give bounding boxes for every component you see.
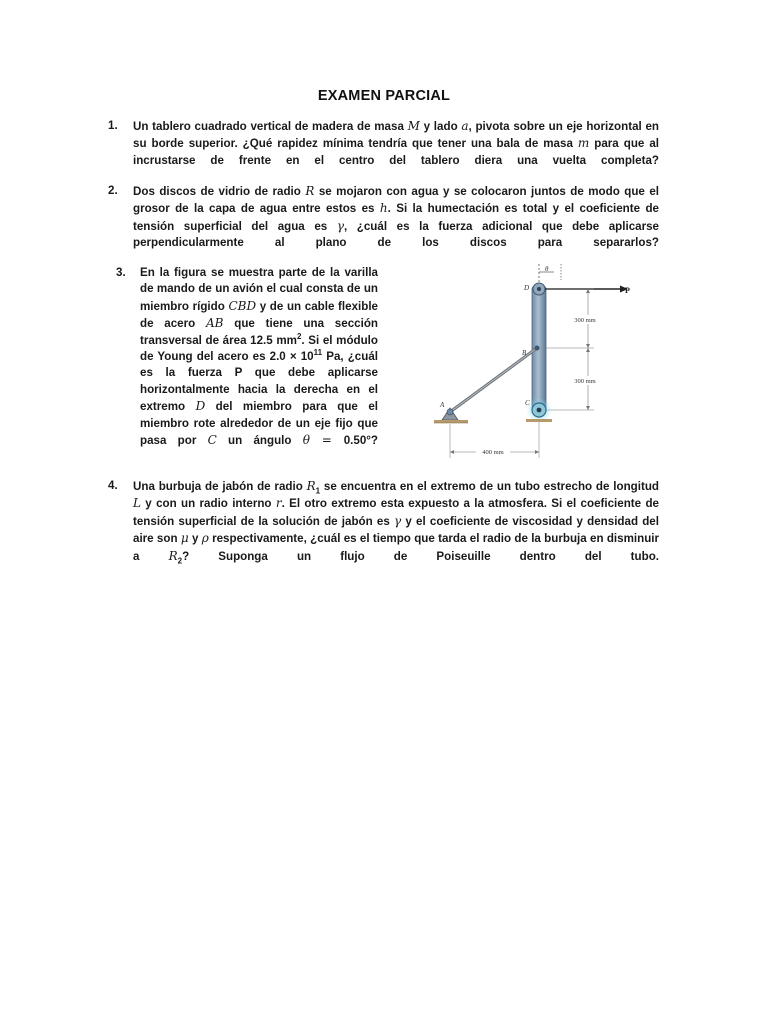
label-theta: θ	[545, 265, 549, 273]
linkage-diagram	[428, 262, 664, 462]
question-2	[108, 183, 659, 268]
label-c: C	[525, 399, 530, 407]
question-number: 2.	[108, 184, 118, 197]
label-p: P	[625, 286, 630, 295]
dimension-lower: 300 mm	[574, 378, 596, 385]
question-number: 3.	[116, 266, 126, 279]
dimension-upper: 300 mm	[574, 317, 596, 324]
question-4	[108, 478, 659, 581]
point-b	[535, 346, 540, 351]
question-text: Dos discos de vidrio de radio R se mojaron con agua y se colocaron juntos de modo que el grosor de la capa de agua entre estos es h. Si la humectación es total y el coeficiente de tensión superficial del agua es γ, ¿cuál es la fuerza adicional que debe aplicarse perpendicularmente al plano de los discos para separarlos?	[133, 184, 660, 250]
question-1	[108, 118, 659, 186]
ground-a	[434, 420, 468, 423]
dimension-horizontal: 400 mm	[482, 449, 504, 456]
linkage-figure	[428, 262, 664, 462]
label-a: A	[440, 401, 445, 409]
question-text: Una burbuja de jabón de radio $R_1$ se encuentra en el extremo de un tubo estrecho de longitud L y con un radio interno r. El otro extremo esta expuesto a la atmosfera. Si el coeficiente de tensión superficial de la solución de jabón es γ y el coeficiente de viscosidad y densidad del aire son μ y ρ respectivamente, ¿cuál es el tiempo que tarda el radio de la burbuja en disminuir a $R_2$? Suponga un flujo de Poiseuille dentro del tubo.	[133, 479, 660, 565]
label-d: D	[524, 284, 530, 292]
question-text: En la figura se muestra parte de la varilla de mando de un avión el cual consta de un miembro rígido CBD y de un cable flexible de acero AB que tiene una sección transversal de área 12.5 $mm^2$. Si el módulo de Young del acero es $2.0 \times 10^{11}$ Pa, ¿cuál es la fuerza P que debe aplicarse horizontalmente hacia la derecha en el extremo D del miembro para que el miembro rote alrededor de un eje fijo que pasa por C un ángulo θ = 0.50°?	[140, 266, 379, 448]
question-3	[116, 265, 378, 466]
label-b: B	[522, 349, 527, 357]
ground-c	[526, 419, 552, 422]
question-text: Un tablero cuadrado vertical de madera de masa M y lado a, pivota sobre un eje horizontal en su borde superior. ¿Qué rapidez mínima tendría que tener una bala de masa m para que al incrustarse de frente en el centro del tablero diera una vuelta completa?	[133, 119, 659, 167]
question-number: 4.	[108, 479, 118, 492]
exam-title: EXAMEN PARCIAL	[317, 88, 451, 104]
question-number: 1.	[108, 119, 118, 132]
